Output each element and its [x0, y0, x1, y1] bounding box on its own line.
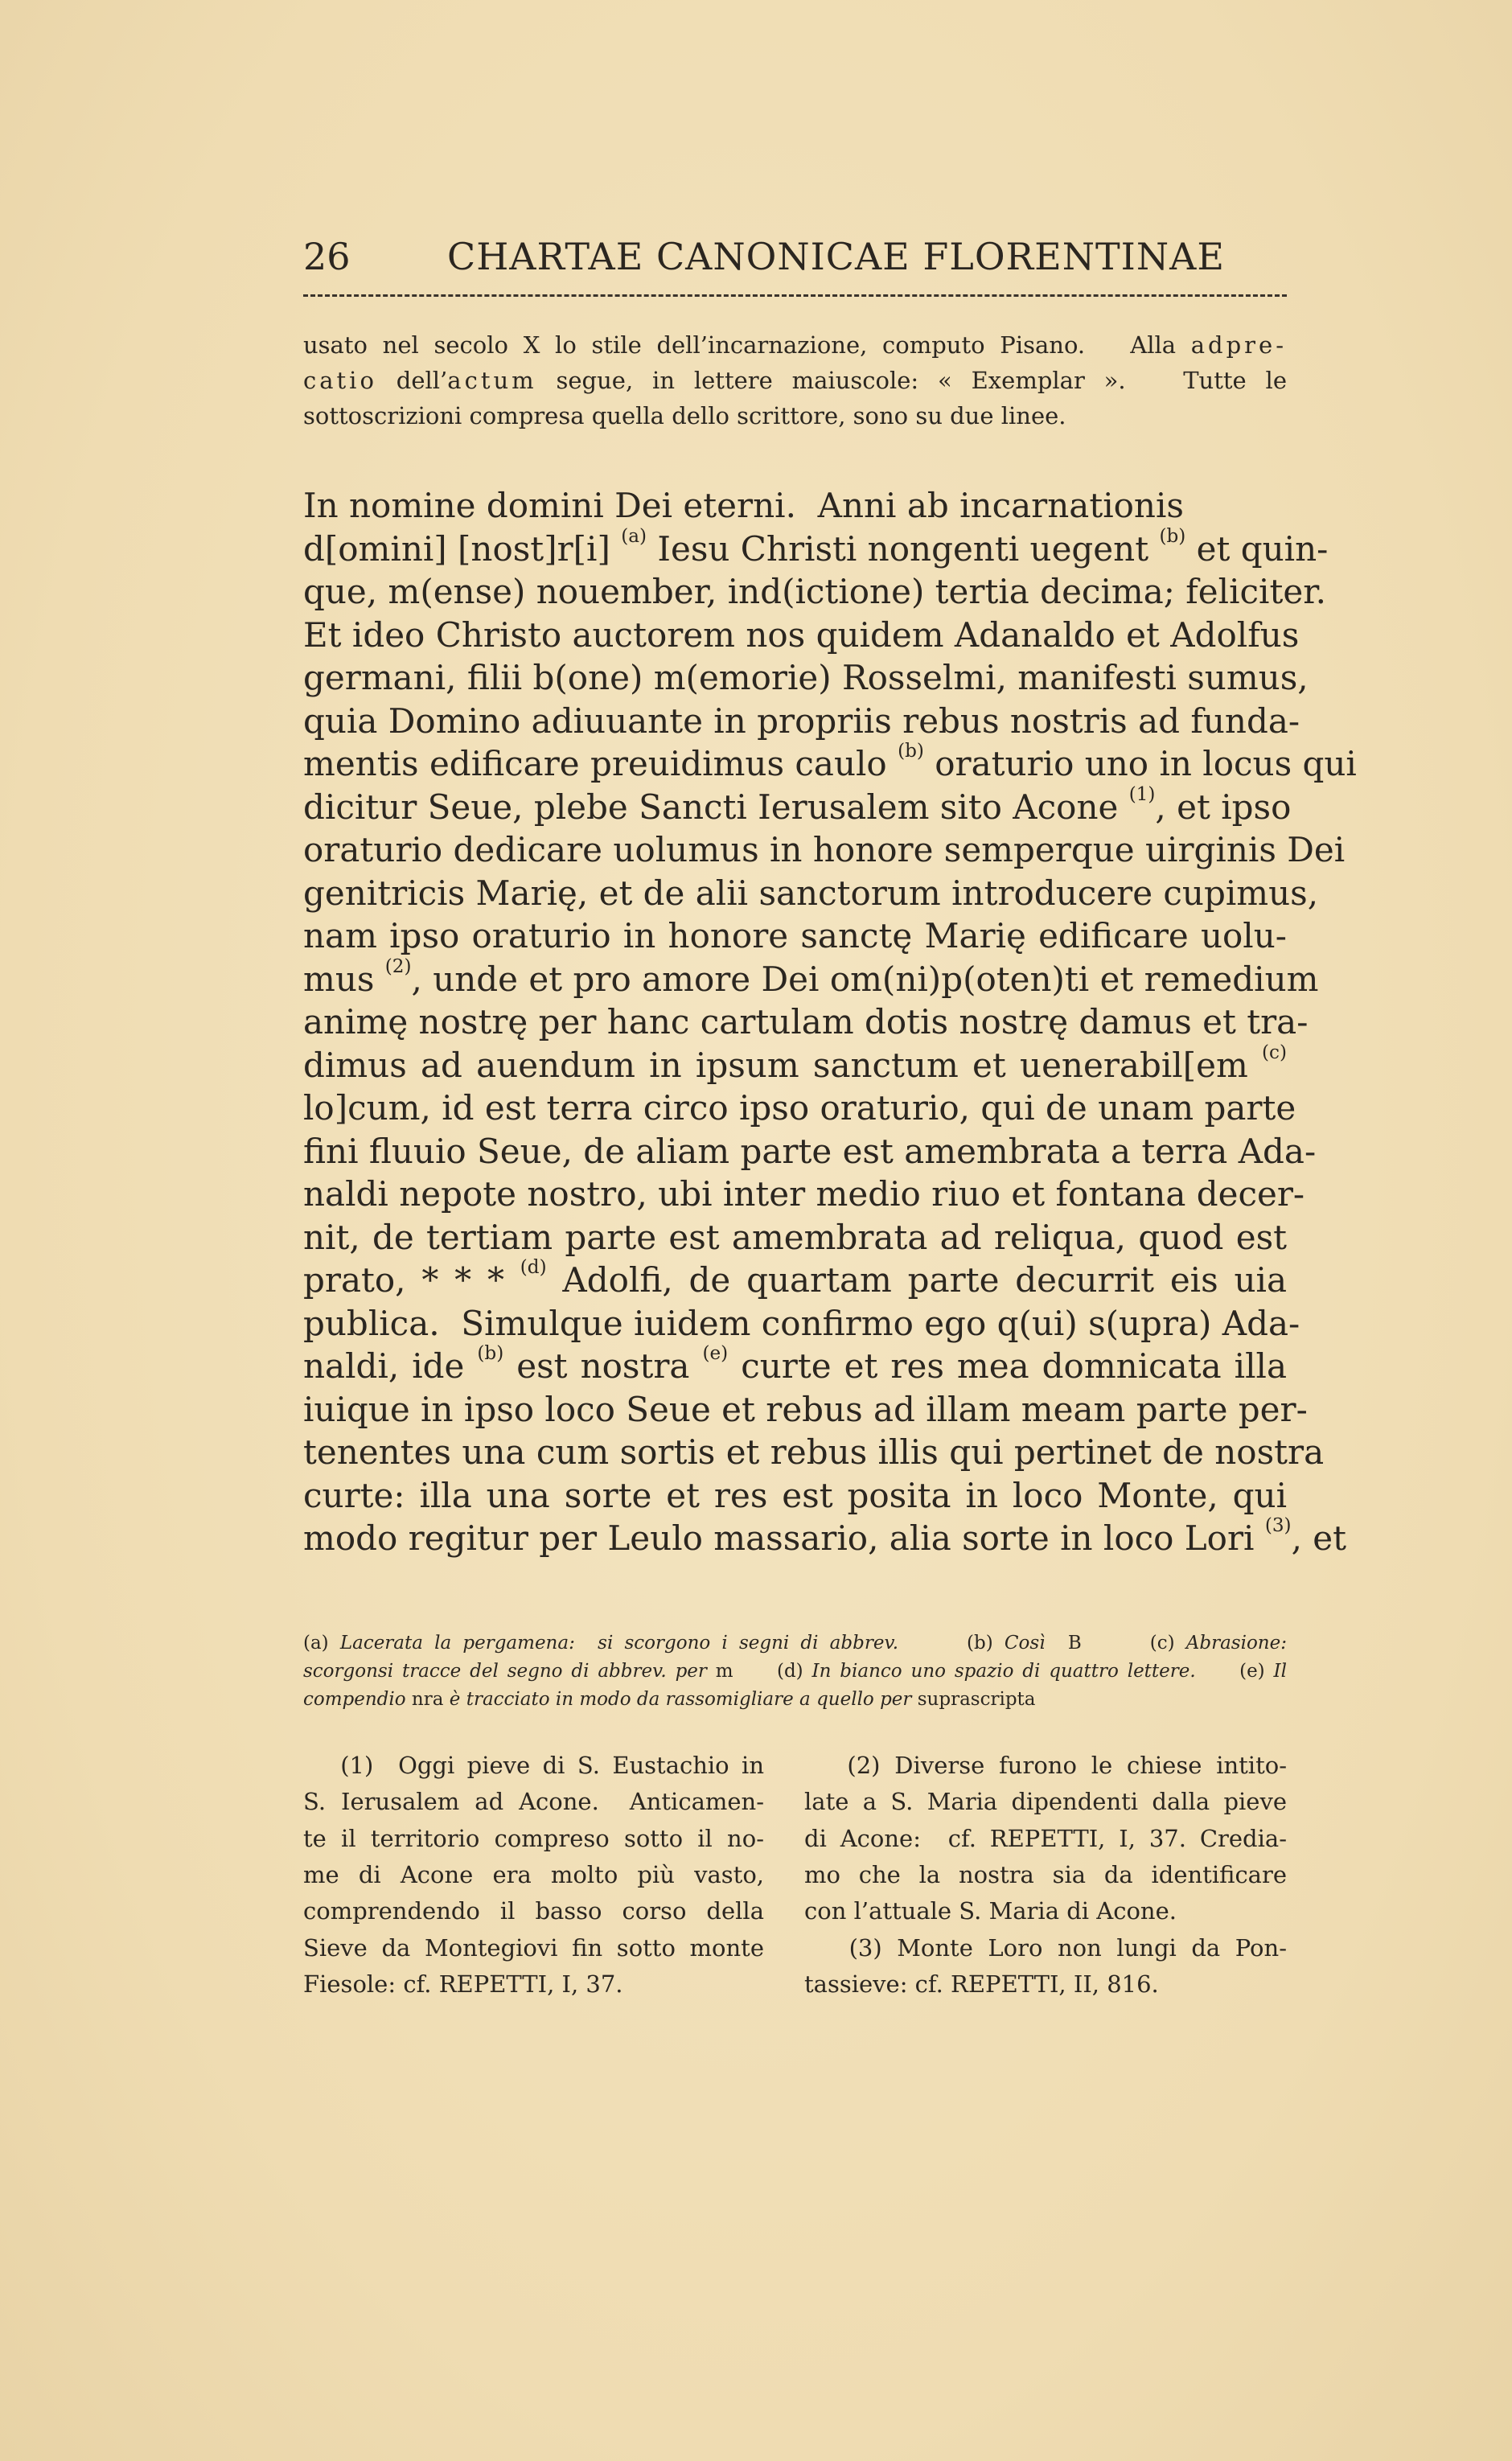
main-text-line [303, 614, 1300, 655]
header-rule [303, 294, 1287, 297]
main-text-line [303, 1088, 1296, 1128]
text-segment: dicitur Seue, plebe Sancti Ierusalem sito Acone [303, 787, 1129, 827]
text-segment: Et ideo Christo auctorem nos quidem Adanaldo et Adolfus [303, 614, 1300, 655]
main-text-line [303, 525, 1329, 569]
footnote-right-line [804, 1970, 1287, 1998]
text-segment: Sieve da Montegiovi fin sotto monte [303, 1933, 764, 1962]
text-segment: que, m(ense) nouember, ind(ictione) tertia decima; feliciter. [303, 572, 1327, 611]
footnote-reference: (2) [384, 955, 412, 977]
text-segment: Il [1273, 1661, 1287, 1682]
main-text-line [303, 1389, 1308, 1429]
text-segment: nit, de tertiam parte est amembrata ad reliqua, quod est [303, 1217, 1287, 1257]
text-segment: naldi nepote nostro, ubi inter medio riuo et fontana decer- [303, 1174, 1305, 1214]
text-segment: usato nel secolo X lo stile dell’incarnazione, computo Pisano. Alla [303, 331, 1191, 359]
page-number: 26 [303, 235, 351, 278]
main-text-line [303, 1218, 1287, 1257]
main-text-line [303, 916, 1287, 955]
text-segment: catio [303, 367, 377, 394]
critical-note-line [303, 1689, 1287, 1710]
text-segment: (e) [1195, 1661, 1274, 1682]
text-segment: sottoscrizioni compresa quella dello scrittore, sono su due linee. [303, 402, 1066, 429]
text-segment: curte et res mea domnicata illa [728, 1346, 1287, 1386]
main-text-line [303, 741, 1357, 783]
footnote-reference: (3) [1264, 1515, 1292, 1536]
text-segment: (a) [303, 1633, 340, 1654]
text-segment: S. Ierusalem ad Acone. Anticamen- [303, 1788, 764, 1816]
text-segment: di Acone: cf. REPETTI, I, 37. Credia- [804, 1824, 1287, 1852]
text-segment: , unde et pro amore Dei om(ni)p(oten)ti et remedium [411, 959, 1319, 999]
text-segment: m (d) [706, 1661, 812, 1682]
text-segment: genitricis Marię, et de alii sanctorum introducere cupimus, [303, 873, 1319, 913]
text-segment: mo che la nostra sia da identificare [804, 1860, 1287, 1888]
text-segment: dimus ad auendum in ipsum sanctum et uenerabil[em [303, 1045, 1263, 1085]
text-segment: nra [405, 1689, 450, 1710]
text-segment: germani, filii b(one) m(emorie) Rosselmi, manifesti sumus, [303, 658, 1309, 697]
footnote-right-line [804, 1861, 1287, 1888]
text-segment: quia Domino adiuuante in propriis rebus nostris ad funda- [303, 701, 1300, 741]
text-segment: , et [1291, 1518, 1346, 1558]
text-segment: tassieve: cf. REPETTI, II, 816. [804, 1970, 1159, 1998]
footnote-reference: (d) [520, 1257, 547, 1278]
text-segment: con l’attuale S. Maria di Acone. [804, 1897, 1177, 1925]
text-segment: B (c) [1045, 1633, 1186, 1654]
text-segment: me di Acone era molto più vasto, [303, 1860, 764, 1888]
footnote-reference: (b) [898, 741, 924, 762]
footnote-right-line [804, 1897, 1287, 1925]
main-text-line [303, 658, 1309, 697]
text-segment: iuique in ipso loco Seue et rebus ad illam meam parte per- [303, 1389, 1308, 1429]
running-title: CHARTAE CANONICAE FLORENTINAE [447, 235, 1225, 278]
text-segment: In nomine domini Dei eterni. Anni ab incarnationis [303, 486, 1184, 525]
footnote-reference: (e) [702, 1343, 729, 1364]
text-segment: comprendendo il basso corso della [303, 1897, 764, 1925]
text-segment: actum [447, 367, 537, 394]
main-text-line [303, 1131, 1317, 1171]
text-segment: curte: illa una sorte et res est posita in loco Monte, qui [303, 1475, 1287, 1515]
main-text-line [303, 1515, 1346, 1558]
main-text-line [303, 1002, 1309, 1042]
footnote-left-line [303, 1788, 764, 1815]
text-segment: d[omini] [nost]r[i] [303, 528, 622, 569]
text-segment: compendio [303, 1689, 406, 1710]
text-segment: late a S. Maria dipendenti dalla pieve [804, 1788, 1287, 1816]
footnote-reference: (b) [1159, 525, 1186, 547]
main-text-line [303, 1257, 1288, 1300]
text-segment: Adolfi, de quartam parte decurrit eis uia [546, 1260, 1288, 1300]
text-segment: mus [303, 959, 385, 999]
text-segment: te il territorio compreso sotto il no- [303, 1824, 764, 1852]
text-segment: est nostra [503, 1346, 703, 1386]
text-segment: dell’ [376, 367, 448, 394]
critical-note-line [303, 1661, 1287, 1682]
text-segment: (b) [898, 1633, 1005, 1654]
main-text-line [303, 701, 1300, 741]
footnote-reference: (c) [1262, 1042, 1287, 1063]
text-segment: oraturio dedicare uolumus in honore semperque uirginis Dei [303, 830, 1346, 869]
text-segment: suprascripta [911, 1689, 1036, 1710]
text-segment: et quin- [1185, 528, 1329, 569]
text-segment: è tracciato in modo da rassomigliare a quello per [449, 1689, 912, 1710]
text-segment: nam ipso oraturio in honore sanctę Marię edificare uolu- [303, 916, 1287, 955]
footnote-left-line [303, 1897, 764, 1925]
intro-line [303, 402, 1287, 429]
main-text-line [303, 1432, 1325, 1472]
main-text-line [303, 873, 1319, 913]
footnote-right-line [804, 1825, 1287, 1852]
footnote-right-line [804, 1934, 1287, 1962]
footnote-reference: (a) [621, 525, 647, 547]
text-segment: animę nostrę per hanc cartulam dotis nostrę damus et tra- [303, 1002, 1309, 1042]
main-text-line [303, 1476, 1287, 1515]
footnote-right-line [804, 1752, 1287, 1779]
text-segment: (1) Oggi pieve di S. Eustachio in [303, 1752, 764, 1779]
footnote-right-line [804, 1788, 1287, 1815]
text-segment: Lacerata la pergamena: si scorgono i segni di abbrev. [339, 1633, 899, 1654]
footnote-left-line [303, 1970, 764, 1998]
text-segment: oraturio uno in locus qui [923, 744, 1357, 783]
text-segment: scorgonsi tracce del segno di abbrev. per [303, 1661, 707, 1682]
text-segment: segue, in lettere maiuscole: « Exemplar ». Tutte le [536, 367, 1287, 394]
intro-line [303, 367, 1287, 394]
text-segment: Abrasione: [1185, 1633, 1287, 1654]
text-segment: adpre- [1190, 331, 1287, 359]
main-text-line [303, 1174, 1305, 1214]
text-segment: Così [1004, 1633, 1046, 1654]
main-text-line [303, 830, 1346, 869]
text-segment: naldi, ide [303, 1346, 478, 1386]
text-segment: publica. Simulque iuidem confirmo ego q(ui) s(upra) Ada- [303, 1303, 1300, 1343]
text-segment: In bianco uno spazio di quattro lettere. [811, 1661, 1196, 1682]
main-text-line [303, 955, 1319, 999]
text-segment: (3) Monte Loro non lungi da Pon- [804, 1933, 1287, 1962]
text-segment: Iesu Christi nongenti uegent [647, 528, 1160, 569]
text-segment: prato, * * * [303, 1260, 520, 1300]
main-text-line [303, 783, 1292, 827]
main-text-line [303, 486, 1287, 525]
main-text-line [303, 572, 1327, 611]
footnote-left-line [303, 1934, 764, 1962]
running-header [303, 235, 1287, 283]
footnote-reference: (1) [1128, 783, 1156, 805]
footnote-reference: (b) [477, 1343, 504, 1364]
text-segment: (2) Diverse furono le chiese intito- [804, 1752, 1287, 1779]
text-segment: lo]cum, id est terra circo ipso oraturio, qui de unam parte [303, 1088, 1296, 1128]
main-text-line [303, 1343, 1287, 1386]
text-segment: Fiesole: cf. REPETTI, I, 37. [303, 1970, 623, 1998]
footnote-left-line [303, 1825, 764, 1852]
critical-note-line [303, 1633, 1287, 1654]
text-segment: , et ipso [1155, 787, 1292, 827]
main-text-line [303, 1303, 1300, 1343]
intro-line [303, 331, 1287, 359]
text-segment: mentis edificare preuidimus caulo [303, 744, 898, 783]
text-segment: modo regitur per Leulo massario, alia sorte in loco Lori [303, 1518, 1265, 1558]
main-text-line [303, 1042, 1287, 1085]
footnote-left-line [303, 1752, 764, 1779]
text-segment: tenentes una cum sortis et rebus illis qui pertinet de nostra [303, 1432, 1325, 1472]
text-segment: fini fluuio Seue, de aliam parte est amembrata a terra Ada- [303, 1131, 1317, 1171]
footnote-left-line [303, 1861, 764, 1888]
